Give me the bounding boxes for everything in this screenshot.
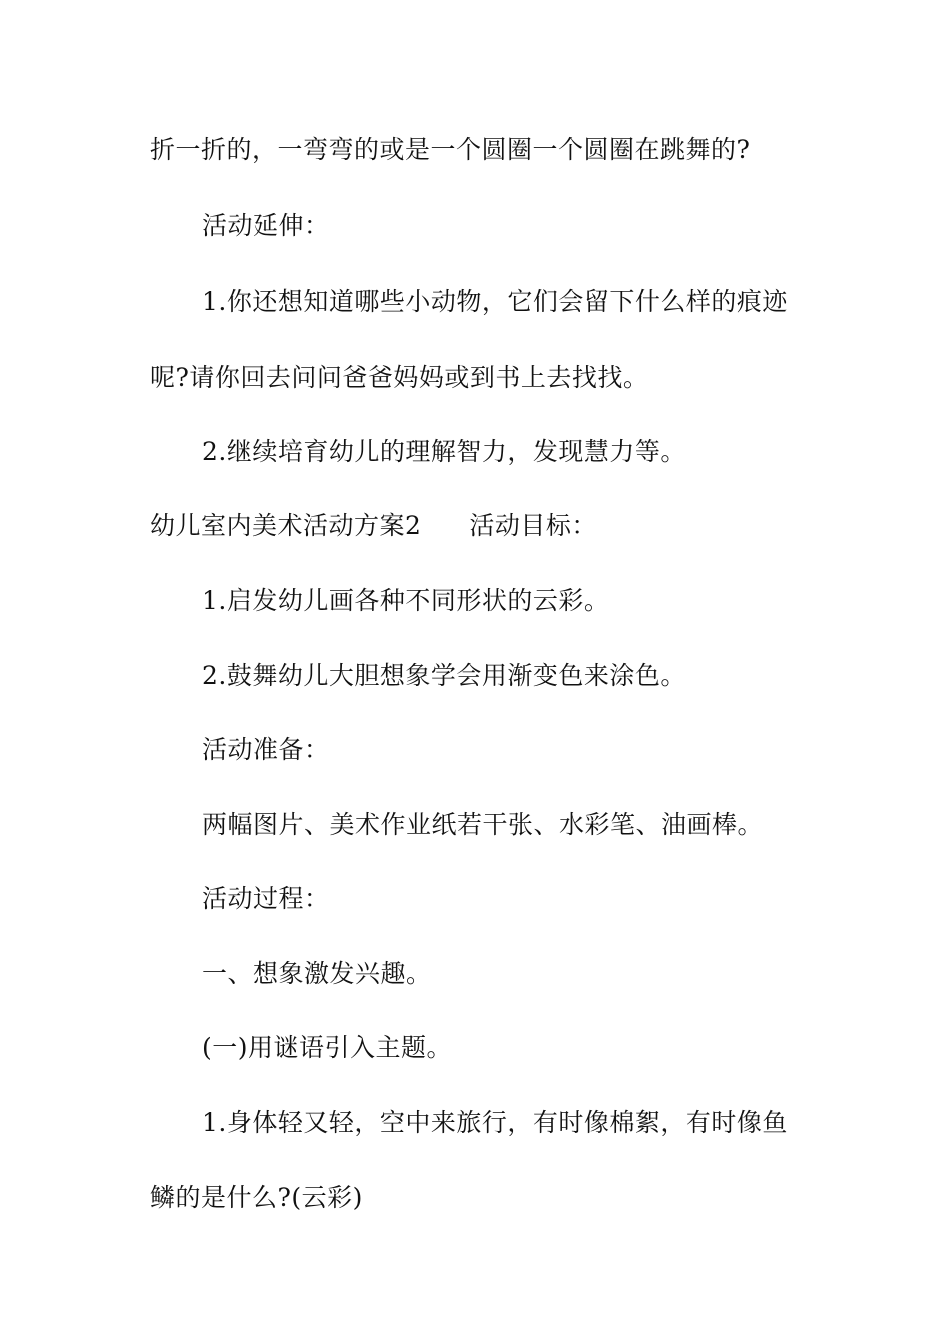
paragraph-line: (一)用谜语引入主题。 — [202, 1033, 453, 1062]
list-item: 1.身体轻又轻，空中来旅行，有时像棉絮，有时像鱼 — [202, 1108, 788, 1137]
list-item: 2.继续培育幼儿的理解智力，发现慧力等。 — [202, 437, 686, 466]
paragraph-line: 两幅图片、美术作业纸若干张、水彩笔、油画棒。 — [202, 810, 764, 839]
section-heading: 活动目标： — [469, 511, 597, 540]
paragraph-line: 鳞的是什么?(云彩) — [150, 1183, 363, 1212]
paragraph-line: 折一折的，一弯弯的或是一个圆圈一个圆圈在跳舞的? — [150, 135, 751, 164]
paragraph-line: 呢?请你回去问问爸爸妈妈或到书上去找找。 — [150, 363, 649, 392]
section-heading: 活动过程： — [202, 884, 330, 913]
document-title: 幼儿室内美术活动方案2 — [150, 511, 422, 540]
title-line — [150, 510, 597, 542]
section-heading: 活动延伸： — [202, 211, 330, 240]
section-heading: 活动准备： — [202, 735, 330, 764]
list-item: 1.你还想知道哪些小动物，它们会留下什么样的痕迹 — [202, 287, 788, 316]
paragraph-line: 一、想象激发兴趣。 — [202, 959, 432, 988]
list-item: 2.鼓舞幼儿大胆想象学会用渐变色来涂色。 — [202, 661, 686, 690]
list-item: 1.启发幼儿画各种不同形状的云彩。 — [202, 586, 610, 615]
